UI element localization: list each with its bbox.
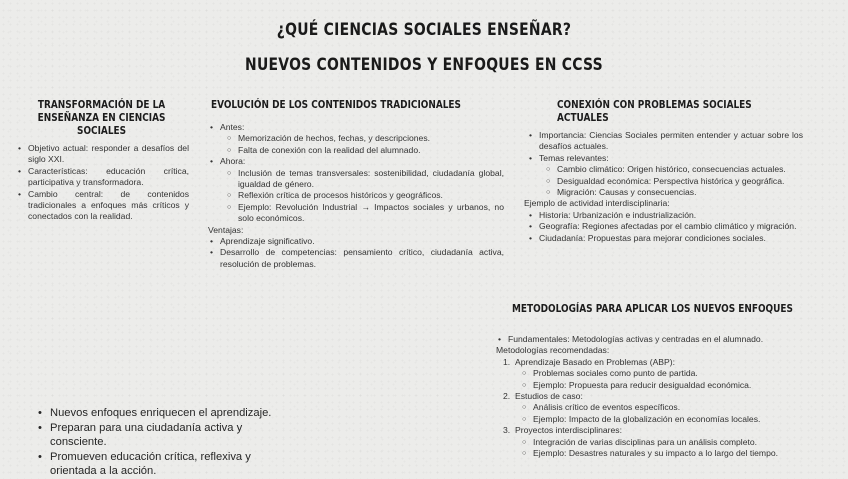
list-item: • Temas relevantes:: [527, 153, 803, 164]
metodologias-section: [496, 334, 796, 459]
item-label: Aprendizaje Basado en Problemas (ABP):: [515, 356, 676, 367]
list-item: • Aprendizaje significativo.: [208, 236, 504, 247]
evolucion-section: [208, 122, 504, 270]
numbered-item: [503, 357, 796, 368]
list-item: • Desarrollo de competencias: pensamiento crítico, ciudadanía activa, resolución de problemas.: [208, 247, 504, 270]
list-item: • Características: educación crítica, participativa y transformadora.: [16, 166, 189, 189]
transformacion-heading: TRANSFORMACIÓN DE LA ENSEÑANZA EN CIENCIAS SOCIALES: [37, 99, 166, 137]
list-item: ○ Migración: Causas y consecuencias.: [527, 187, 803, 198]
item-label: Proyectos interdisciplinares:: [515, 425, 622, 436]
list-item: Metodologías recomendadas:: [496, 345, 610, 356]
item-number: 2.: [503, 391, 511, 402]
list-item: • Geografía: Regiones afectadas por el cambio climático y migración.: [527, 221, 803, 232]
list-item: ○ Ejemplo: Revolución Industrial → Impactos sociales y urbanos, no solo económicos.: [208, 202, 504, 225]
evolucion-heading: EVOLUCIÓN DE LOS CONTENIDOS TRADICIONALES: [211, 99, 461, 111]
list-item: • Nuevos enfoques enriquecen el aprendizaje.: [36, 406, 298, 421]
list-item: • Preparan para una ciudadanía activa y consciente.: [36, 421, 298, 450]
conclusion-section: [36, 406, 298, 479]
list-item: ○ Análisis crítico de eventos específicos.: [503, 402, 796, 413]
conexion-section: [524, 130, 803, 244]
list-item: • Antes:: [208, 122, 504, 133]
numbered-item: [503, 425, 796, 436]
list-item: ○ Cambio climático: Origen histórico, consecuencias actuales.: [527, 164, 803, 175]
page-title: ¿QUÉ CIENCIAS SOCIALES ENSEÑAR?: [276, 20, 572, 40]
list-item: Ejemplo de actividad interdisciplinaria:: [524, 198, 670, 209]
list-item: ○ Problemas sociales como punto de partida.: [503, 368, 796, 379]
list-item: ○ Inclusión de temas transversales: sostenibilidad, ciudadanía global, igualdad de género.: [208, 168, 504, 191]
list-item: • Cambio central: de contenidos tradicionales a enfoques más críticos y conectados con la realidad.: [16, 189, 189, 223]
list-item: ○ Memorización de hechos, fechas, y descripciones.: [208, 133, 504, 144]
list-item: • Historia: Urbanización e industrialización.: [527, 210, 803, 221]
item-label: Estudios de caso:: [515, 391, 583, 402]
conexion-heading: CONEXIÓN CON PROBLEMAS SOCIALES ACTUALES: [557, 99, 752, 124]
list-item: • Ciudadanía: Propuestas para mejorar condiciones sociales.: [527, 233, 803, 244]
item-number: 1.: [503, 356, 511, 367]
list-item: ○ Ejemplo: Impacto de la globalización en economías locales.: [503, 414, 796, 425]
numbered-item: [503, 391, 796, 402]
list-item: Ventajas:: [208, 224, 244, 235]
list-item: ○ Desigualdad económica: Perspectiva histórica y geográfica.: [527, 176, 803, 187]
list-item: • Promueven educación crítica, reflexiva y orientada a la acción.: [36, 450, 298, 479]
list-item: • Ahora:: [208, 156, 504, 167]
list-item: • Importancia: Ciencias Sociales permiten entender y actuar sobre los desafíos actuales.: [527, 130, 803, 153]
page-subtitle: NUEVOS CONTENIDOS Y ENFOQUES EN CCSS: [245, 55, 603, 75]
list-item: ○ Ejemplo: Desastres naturales y su impacto a lo largo del tiempo.: [503, 448, 796, 459]
transformacion-section: [16, 143, 189, 223]
list-item: ○ Reflexión crítica de procesos históricos y geográficos.: [208, 190, 504, 201]
list-item: ○ Integración de varias disciplinas para un análisis completo.: [503, 437, 796, 448]
list-item: • Fundamentales: Metodologías activas y centradas en el alumnado.: [496, 334, 796, 345]
metodologias-heading: METODOLOGÍAS PARA APLICAR LOS NUEVOS ENFOQUES: [512, 303, 793, 315]
list-item: ○ Ejemplo: Propuesta para reducir desigualdad económica.: [503, 380, 796, 391]
list-item: ○ Falta de conexión con la realidad del alumnado.: [208, 145, 504, 156]
list-item: • Objetivo actual: responder a desafíos del siglo XXI.: [16, 143, 189, 166]
item-number: 3.: [503, 425, 511, 436]
